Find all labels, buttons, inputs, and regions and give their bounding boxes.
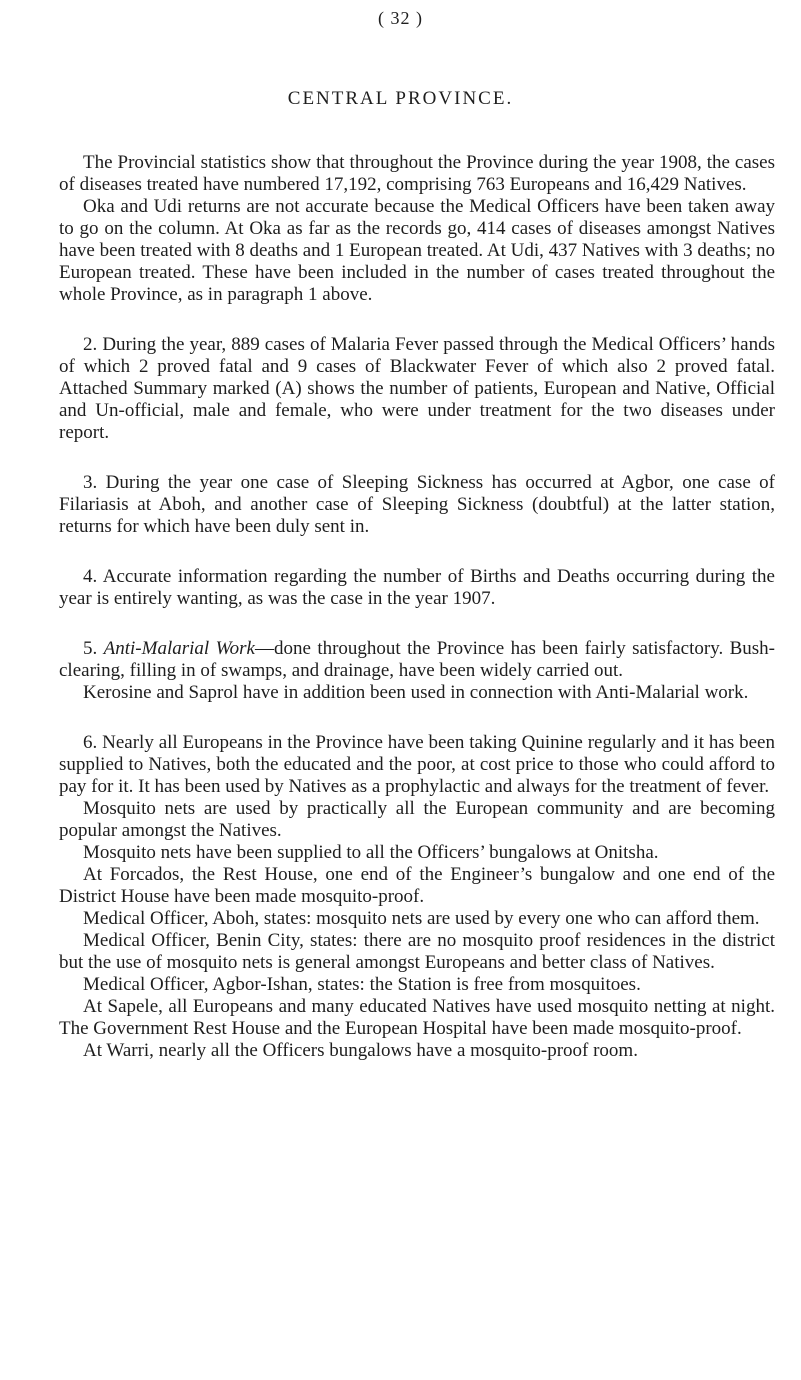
- paragraph-sleeping-sickness: 3. During the year one case of Sleeping Sickness has occurred at Agbor, one case of Filariasis at Aboh, and another case of Sleeping Sickness (doubtful) at the latter station, returns for which have been duly sent in.: [59, 472, 775, 537]
- paragraph-oka-udi: Oka and Udi returns are not accurate because the Medical Officers have been taken away to go on the column. At Oka as far as the records go, 414 cases of diseases amongst Natives have been treated with 8 deaths and 1 European treated. At Udi, 437 Natives with 3 deaths; no European treated. These have been included in the number of cases treated throughout the whole Province, as in paragraph 1 above.: [59, 196, 775, 305]
- paragraph-forcados: At Forcados, the Rest House, one end of the Engineer’s bungalow and one end of the District House have been made mosquito-proof.: [59, 864, 775, 907]
- paragraph-kerosine: Kerosine and Saprol have in addition been used in connection with Anti-Malarial work.: [83, 682, 749, 703]
- document-body: [59, 152, 775, 1062]
- paragraph-benin: Medical Officer, Benin City, states: there are no mosquito proof residences in the district but the use of mosquito nets is general amongst Europeans and better class of Natives.: [59, 930, 775, 973]
- paragraph-number: 5.: [83, 638, 104, 659]
- anti-malarial-text: —done throughout the Province has been fairly satisfactory. Bush-clearing, filling in of swamps, and drainage, have been widely carried out.: [59, 638, 775, 681]
- paragraph-quinine: 6. Nearly all Europeans in the Province have been taking Quinine regularly and it has been supplied to Natives, both the educated and the poor, at cost price to those who could afford to pay for it. It has been used by Natives as a prophylactic and always for the treatment of fever.: [59, 732, 775, 797]
- paragraph-births-deaths: 4. Accurate information regarding the number of Births and Deaths occurring during the year is entirely wanting, as was the case in the year 1907.: [59, 566, 775, 609]
- paragraph-warri: At Warri, nearly all the Officers bungalows have a mosquito-proof room.: [83, 1040, 638, 1061]
- paragraph-agbor-ishan: Medical Officer, Agbor-Ishan, states: the Station is free from mosquitoes.: [83, 974, 641, 995]
- paragraph-statistics: The Provincial statistics show that throughout the Province during the year 1908, the cases of diseases treated have numbered 17,192, comprising 763 Europeans and 16,429 Natives.: [59, 152, 775, 195]
- paragraph-malaria: 2. During the year, 889 cases of Malaria Fever passed through the Medical Officers’ hands of which 2 proved fatal and 9 cases of Blackwater Fever of which also 2 proved fatal. Attached Summary marked (A) shows the number of patients, European and Native, Official and Un-official, male and female, who were under treatment for the two diseases under report.: [59, 334, 775, 443]
- anti-malarial-heading: Anti-Malarial Work: [103, 638, 255, 659]
- paragraph-mosquito-nets: Mosquito nets are used by practically all the European community and are becoming popular amongst the Natives.: [59, 798, 775, 841]
- paragraph-aboh: Medical Officer, Aboh, states: mosquito nets are used by every one who can afford them.: [83, 908, 760, 929]
- page-number: ( 32 ): [378, 8, 423, 28]
- paragraph-sapele: At Sapele, all Europeans and many educated Natives have used mosquito netting at night. The Government Rest House and the European Hospital have been made mosquito-proof.: [59, 996, 775, 1039]
- section-title: CENTRAL PROVINCE.: [287, 88, 514, 109]
- paragraph-onitsha: Mosquito nets have been supplied to all the Officers’ bungalows at Onitsha.: [83, 842, 659, 863]
- paragraph-anti-malarial: [59, 638, 775, 682]
